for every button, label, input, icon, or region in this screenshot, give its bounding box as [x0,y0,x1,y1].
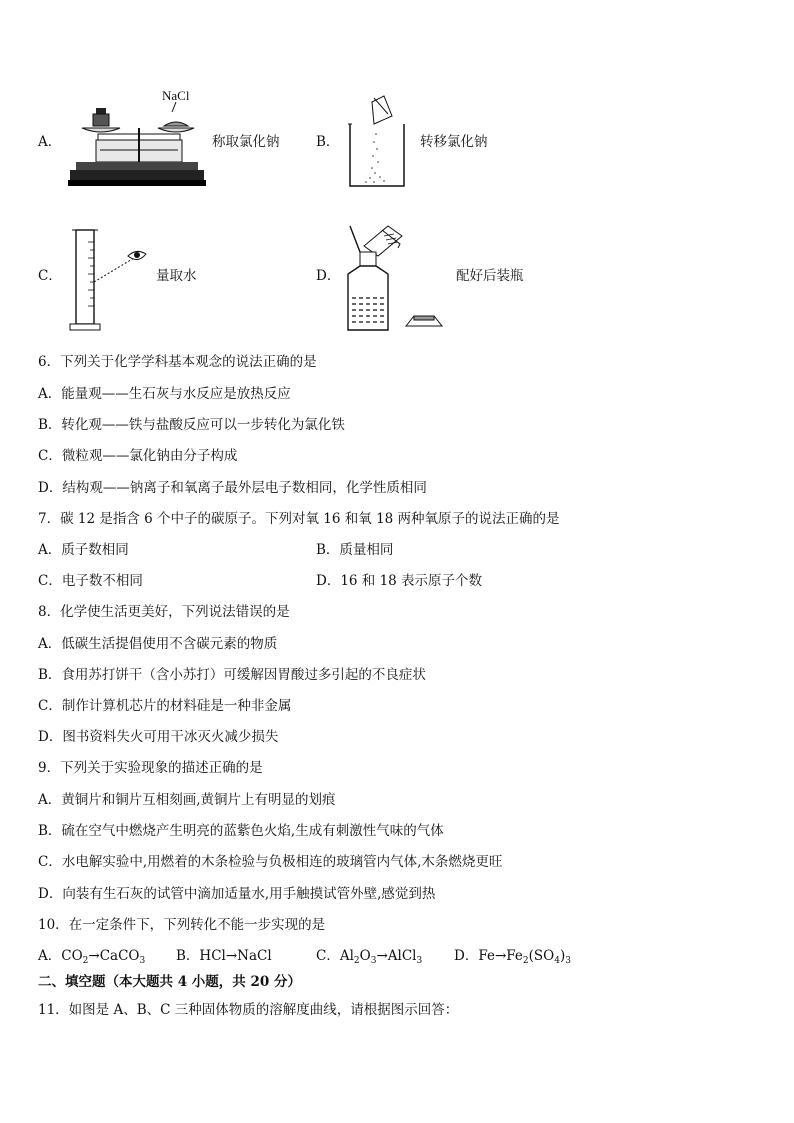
q6-option-b: B．转化观——铁与盐酸反应可以一步转化为氯化铁 [38,417,345,433]
reagent-bottle-figure [344,222,448,334]
q10-stem: 10．在一定条件下，下列转化不能一步实现的是 [38,917,326,933]
q10-option-a-letter: A． [38,948,62,964]
q6-stem: 6．下列关于化学学科基本观念的说法正确的是 [38,354,317,370]
q11-stem: 11．如图是 A、B、C 三种固体物质的溶解度曲线，请根据图示回答： [38,1002,459,1018]
option-b-letter: B． [316,134,340,150]
balance-scale-figure [66,88,206,190]
q7-option-b: B．质量相同 [316,542,394,558]
q9-option-c: C．水电解实验中,用燃着的木条检验与负极相连的玻璃管内气体,木条燃烧更旺 [38,854,503,870]
caption-weigh-nacl: 称取氯化钠 [212,134,280,150]
q10-option-d-letter: D． [454,948,479,964]
option-c-letter: C． [38,268,62,284]
q9-option-b: B．硫在空气中燃烧产生明亮的蓝紫色火焰,生成有刺激性气味的气体 [38,823,444,839]
q7-option-c: C．电子数不相同 [38,573,143,589]
q7-option-d: D．16 和 18 表示原子个数 [316,573,483,589]
q6-option-d: D．结构观——钠离子和氧离子最外层电子数相同，化学性质相同 [38,480,427,496]
option-a-letter: A． [38,134,62,150]
q8-option-d: D．图书资料失火可用干冰灭火减少损失 [38,729,279,745]
q7-option-a: A．质子数相同 [38,542,129,558]
section-heading: 二、填空题（本大题共 4 小题，共 20 分） [38,974,301,990]
option-d-letter: D． [316,268,341,284]
q8-option-a: A．低碳生活提倡使用不含碳元素的物质 [38,636,278,652]
q6-option-a: A．能量观——生石灰与水反应是放热反应 [38,386,291,402]
q8-option-b: B．食用苏打饼干（含小苏打）可缓解因胃酸过多引起的不良症状 [38,667,426,683]
beaker-pour-figure [344,94,412,190]
q8-option-c: C．制作计算机芯片的材料硅是一种非金属 [38,698,292,714]
caption-bottle: 配好后装瓶 [456,268,524,284]
q10-option-b: B．HCl→NaCl [176,948,272,964]
q7-stem: 7．碳 12 是指含 6 个中子的碳原子。下列对氧 16 和氧 18 两种氧原子的说法正确的是 [38,511,560,527]
caption-transfer-nacl: 转移氯化钠 [420,134,488,150]
caption-measure-water: 量取水 [156,268,197,284]
nacl-label: NaCl [162,88,190,103]
q8-stem: 8．化学使生活更美好，下列说法错误的是 [38,604,290,620]
q10-option-c-letter: C． [316,948,340,964]
q10-option-c: C．$Al_2O_3\to AlCl_3$ [316,948,423,966]
q10-option-a: A．$CO_2\to CaCO_3$ [38,948,146,966]
q9-option-d: D．向装有生石灰的试管中滴加适量水,用手触摸试管外壁,感觉到热 [38,886,436,902]
q6-option-c: C．微粒观——氯化钠由分子构成 [38,448,238,464]
graduated-cylinder-figure [66,226,156,332]
q9-option-a: A．黄铜片和铜片互相刻画,黄铜片上有明显的划痕 [38,792,336,808]
q10-option-d: D．$Fe\to Fe_2(SO_4)_3$ [454,948,571,966]
q9-stem: 9．下列关于实验现象的描述正确的是 [38,760,263,776]
